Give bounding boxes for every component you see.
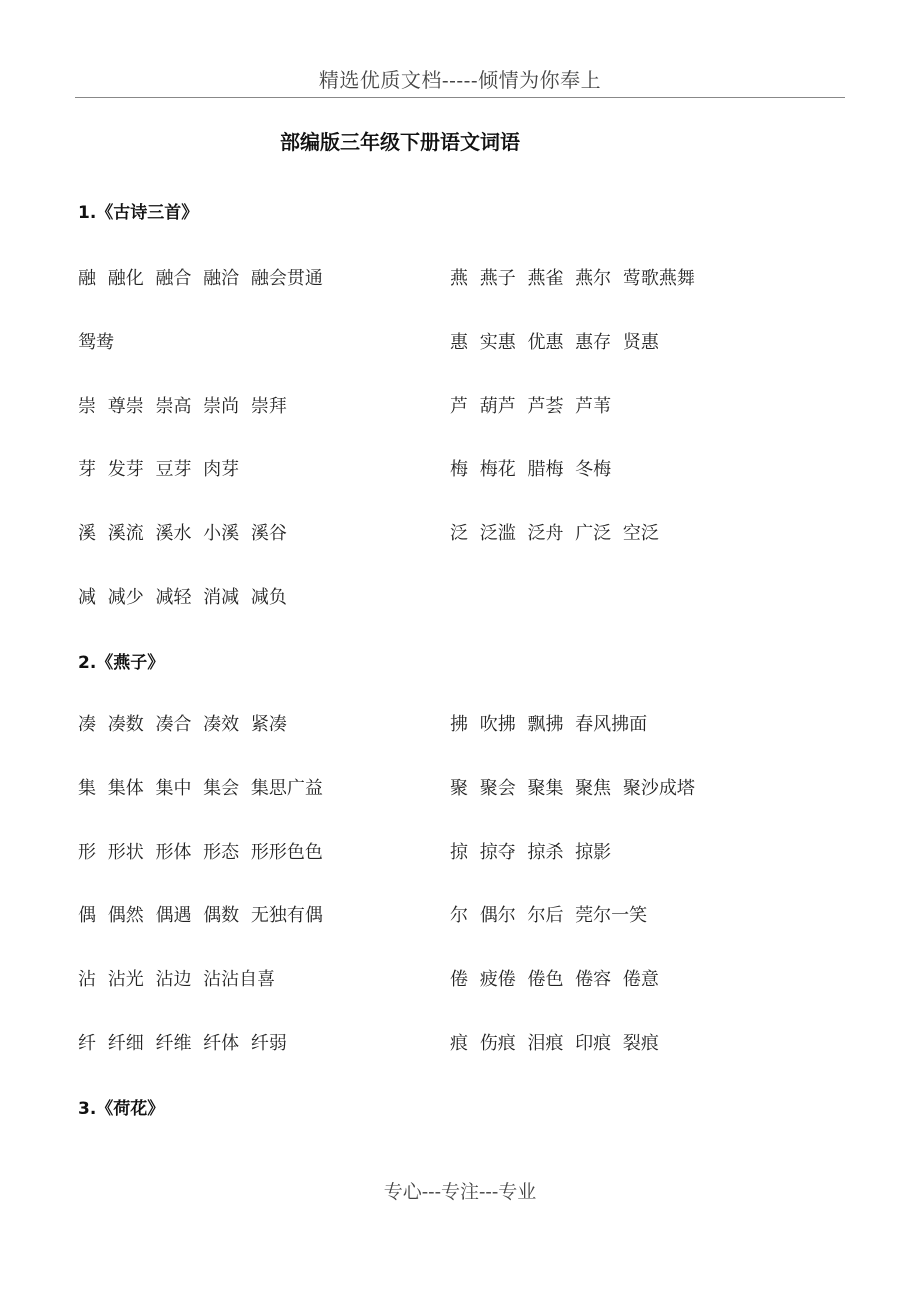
word-line: 偶 偶然 偶遇 偶数 无独有偶 [78,905,323,926]
word-line: 减 减少 减轻 消减 减负 [78,587,287,608]
word-line: 纤 纤细 纤维 纤体 纤弱 [78,1033,287,1054]
word-line: 惠 实惠 优惠 惠存 贤惠 [450,332,659,353]
word-line: 聚 聚会 聚集 聚焦 聚沙成塔 [450,778,695,799]
word-line: 掠 掠夺 掠杀 掠影 [450,842,612,863]
word-line: 梅 梅花 腊梅 冬梅 [450,459,612,480]
word-line: 拂 吹拂 飘拂 春风拂面 [450,714,648,735]
section-heading-3: 3.《荷花》 [78,1099,165,1119]
word-line: 痕 伤痕 泪痕 印痕 裂痕 [450,1033,659,1054]
word-line: 溪 溪流 溪水 小溪 溪谷 [78,523,287,544]
header-rule [75,97,845,98]
word-line: 倦 疲倦 倦色 倦容 倦意 [450,969,659,990]
word-line: 鸳鸯 [78,332,114,353]
word-line: 芦 葫芦 芦荟 芦苇 [450,396,612,417]
word-line: 燕 燕子 燕雀 燕尔 莺歌燕舞 [450,268,695,289]
section-heading-2: 2.《燕子》 [78,653,165,673]
section-heading-1: 1.《古诗三首》 [78,203,199,223]
word-line: 沾 沾光 沾边 沾沾自喜 [78,969,276,990]
word-line: 泛 泛滥 泛舟 广泛 空泛 [450,523,659,544]
page-footer: 专心---专注---专业 [383,1181,537,1203]
word-line: 崇 尊崇 崇高 崇尚 崇拜 [78,396,287,417]
word-line: 芽 发芽 豆芽 肉芽 [78,459,240,480]
word-line: 融 融化 融合 融洽 融会贯通 [78,268,323,289]
document-title: 部编版三年级下册语文词语 [280,130,520,154]
page-header: 精选优质文档-----倾情为你奉上 [318,68,602,92]
word-line: 尔 偶尔 尔后 莞尔一笑 [450,905,648,926]
word-line: 凑 凑数 凑合 凑效 紧凑 [78,714,287,735]
word-line: 集 集体 集中 集会 集思广益 [78,778,323,799]
word-line: 形 形状 形体 形态 形形色色 [78,842,323,863]
